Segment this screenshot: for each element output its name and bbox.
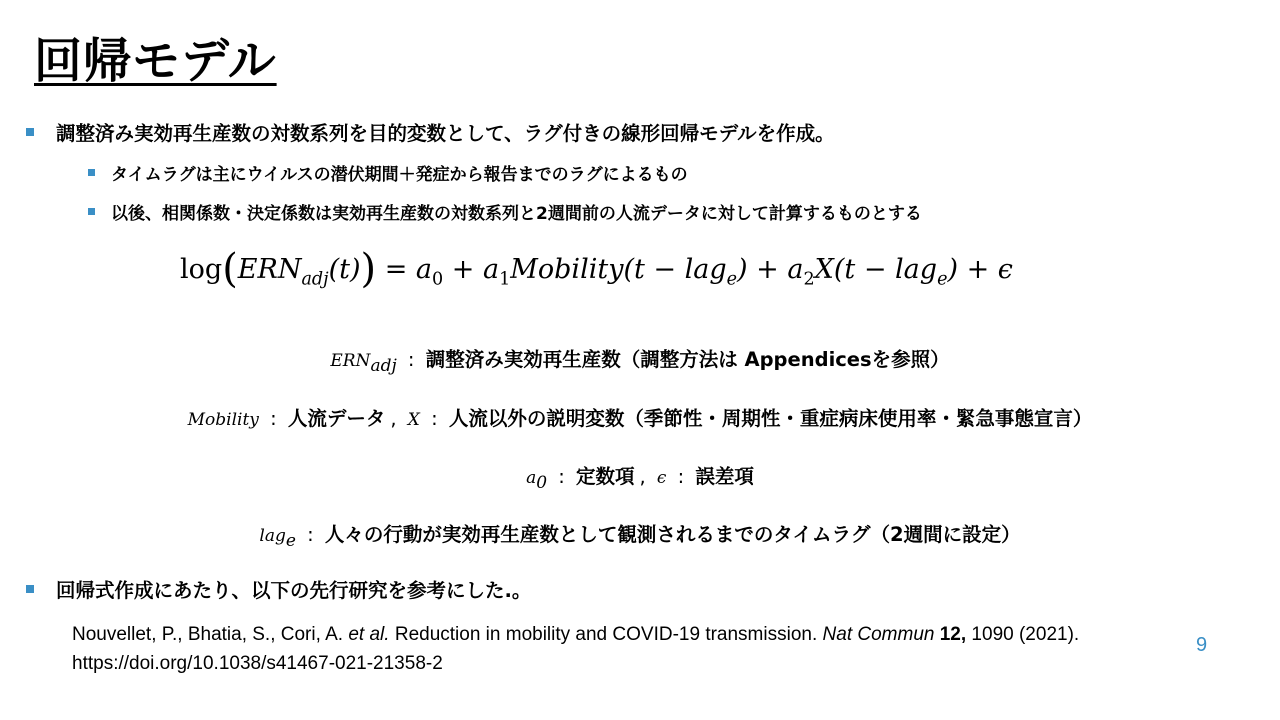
definition-a0-eps — [0, 461, 1280, 493]
reference-line-1 — [72, 620, 1079, 649]
eq-mobility: Mobility — [510, 254, 624, 285]
eq-ern-sub: adj — [301, 269, 329, 290]
def-colon: : — [401, 348, 421, 371]
def-ern-text: 調整済み実効再生産数（調整方法は Appendicesを参照） — [425, 348, 950, 371]
bullet-text: 調整済み実効再生産数の対数系列を目的変数として、ラグ付きの線形回帰モデルを作成。 — [56, 122, 835, 145]
eq-a0: a — [415, 254, 433, 285]
eq-t: (t) — [328, 254, 361, 285]
def-colon: : — [424, 407, 444, 430]
bullet-square-icon — [88, 169, 95, 176]
eq-x: X — [814, 254, 834, 285]
bullet-square-icon — [26, 128, 34, 136]
bullet-main-2 — [26, 575, 531, 603]
eq-lag-arg: (t − lag — [623, 254, 727, 285]
def-x-text: 人流以外の説明変数（季節性・周期性・重症病床使用率・緊急事態宣言） — [448, 407, 1093, 430]
definition-lag — [0, 519, 1280, 551]
ref-volume: 12, — [934, 624, 967, 645]
eq-plus: + — [443, 254, 483, 285]
def-a-text: 定数項 — [576, 465, 635, 488]
eq-close-paren: ) — [360, 246, 377, 292]
ref-etal: et al. — [348, 624, 390, 645]
eq-log: log — [180, 254, 223, 285]
eq-a2: a — [787, 254, 804, 285]
def-mobility-text: 人流データ — [287, 407, 386, 430]
def-a-sub: 0 — [536, 472, 548, 493]
regression-equation — [180, 246, 1013, 292]
eq-a1: a — [482, 254, 500, 285]
eq-a1-sub: 1 — [499, 269, 511, 290]
bullet-sub-2 — [88, 199, 922, 224]
def-x-var: X — [407, 410, 420, 430]
eq-a0-sub: 0 — [432, 269, 444, 290]
def-colon: : — [263, 407, 283, 430]
eq-close: ) — [947, 254, 958, 285]
eq-a2-sub: 2 — [803, 269, 815, 290]
eq-ern: ERN — [237, 254, 302, 285]
ref-journal: Nat Commun — [822, 624, 935, 645]
def-colon: : — [552, 465, 571, 488]
def-lag-sub: e — [285, 530, 296, 551]
bullet-square-icon — [26, 585, 34, 593]
def-mobility-var: Mobility — [187, 410, 259, 430]
def-lag-var: lag — [259, 526, 286, 546]
eq-lag-sub: e — [937, 269, 948, 290]
def-colon: : — [300, 523, 320, 546]
definition-mobility-x — [0, 403, 1280, 431]
def-ern-sub: adj — [370, 355, 397, 376]
eq-plus: + — [958, 254, 998, 285]
reference-citation — [72, 620, 1079, 678]
def-comma: , — [639, 465, 652, 488]
bullet-main-1 — [26, 118, 835, 146]
def-ern-var: ERN — [330, 351, 371, 371]
def-a-var: a — [526, 468, 537, 488]
eq-close: ) — [737, 254, 748, 285]
bullet-sub-1 — [88, 160, 688, 185]
def-eps-text: 誤差項 — [695, 465, 754, 488]
bullet-text: タイムラグは主にウイルスの潜伏期間＋発症から報告までのラグによるもの — [111, 165, 688, 185]
def-comma: , — [390, 407, 403, 430]
ref-authors: Nouvellet, P., Bhatia, S., Cori, A. — [72, 624, 349, 645]
def-lag-text: 人々の行動が実効再生産数として観測されるまでのタイムラグ（2週間に設定） — [324, 523, 1021, 546]
bullet-text: 以後、相関係数・決定係数は実効再生産数の対数系列と2週間前の人流データに対して計算するものとする — [111, 204, 922, 224]
def-eps-var: ϵ — [656, 468, 667, 488]
eq-open-paren: ( — [222, 246, 238, 292]
reference-doi[interactable]: https://doi.org/10.1038/s41467-021-21358-2 — [72, 653, 443, 674]
definition-ern — [0, 344, 1280, 376]
eq-lag-sub: e — [726, 269, 738, 290]
page-number: 9 — [1196, 634, 1208, 656]
bullet-square-icon — [88, 208, 95, 215]
eq-epsilon: ϵ — [997, 254, 1013, 285]
eq-equals: = — [376, 254, 416, 285]
ref-title: Reduction in mobility and COVID-19 transmission. — [389, 624, 823, 645]
eq-plus: + — [747, 254, 788, 285]
ref-pages: 1090 (2021). — [966, 624, 1080, 645]
bullet-text: 回帰式作成にあたり、以下の先行研究を参考にした.。 — [56, 579, 532, 602]
slide-title: 回帰モデル — [34, 33, 277, 89]
eq-lag-arg: (t − lag — [833, 254, 938, 285]
def-colon: : — [671, 465, 691, 488]
